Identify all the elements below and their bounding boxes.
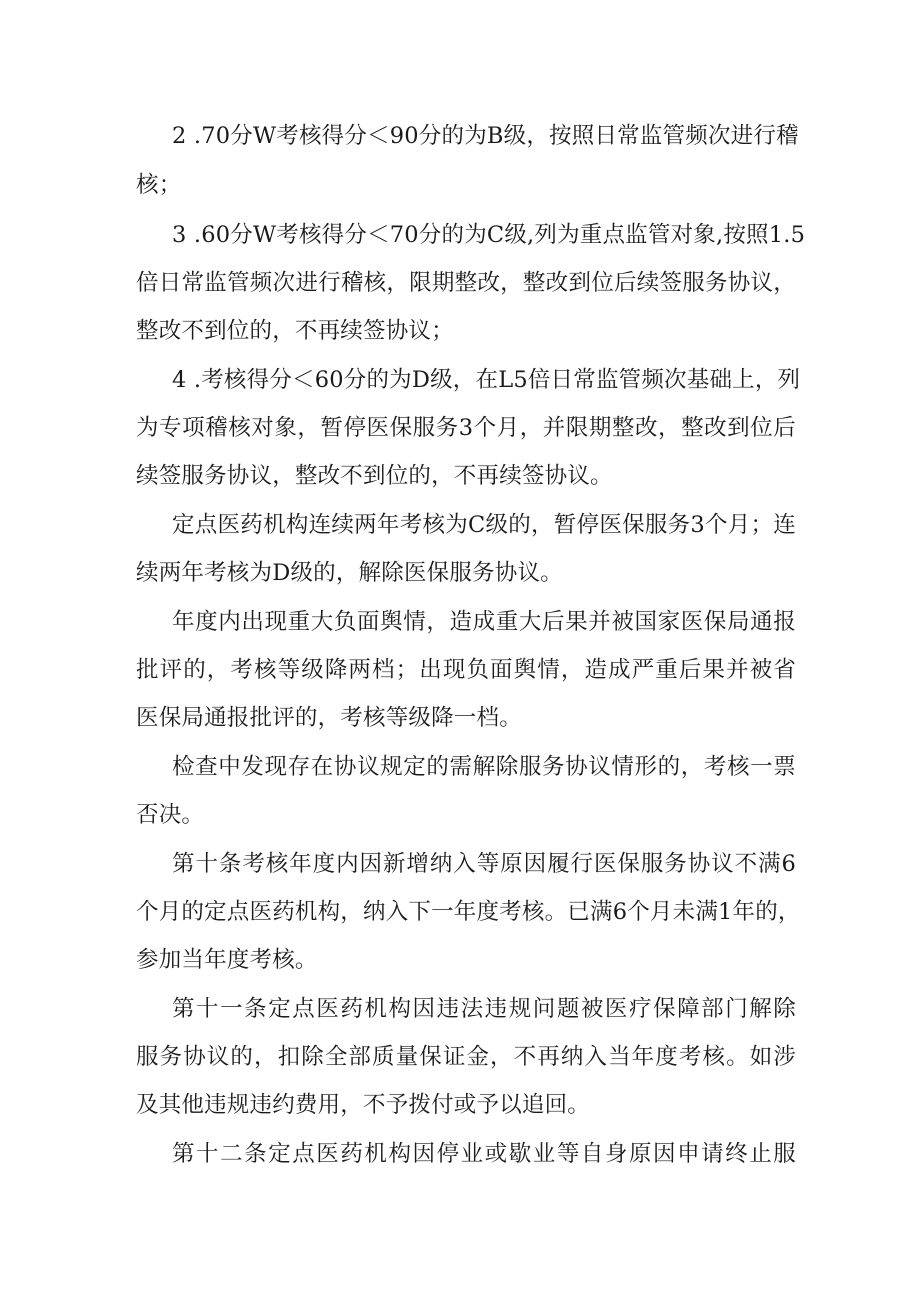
text-line-13: 医保局通报批评的，考核等级降一档。 (136, 705, 522, 731)
text-line-4: 倍日常监管频次进行稽核，限期整改，整改到位后续签服务协议， (136, 270, 796, 296)
text-line-19: 第十一条定点医药机构因违法违规问题被医疗保障部门解除 (172, 996, 796, 1022)
text-line-10: 续两年考核为D级的，解除医保服务协议。 (136, 560, 563, 586)
text-line-6: 4 .考核得分＜60分的为D级，在L5倍日常监管频次基础上，列 (172, 367, 801, 393)
text-line-14: 检查中发现存在协议规定的需解除服务协议情形的，考核一票 (172, 754, 796, 780)
text-line-7: 为专项稽核对象，暂停医保服务3个月，并限期整改，整改到位后 (136, 415, 796, 441)
text-line-22: 第十二条定点医药机构因停业或歇业等自身原因申请终止服 (172, 1141, 796, 1167)
text-line-21: 及其他违规违约费用，不予拨付或予以追回。 (136, 1092, 591, 1118)
text-line-20: 服务协议的，扣除全部质量保证金，不再纳入当年度考核。如涉 (136, 1044, 796, 1070)
text-line-18: 参加当年度考核。 (136, 947, 318, 973)
text-line-1: 2 .70分W考核得分＜90分的为B级，按照日常监管频次进行稽 (172, 123, 799, 149)
text-line-15: 否决。 (136, 802, 205, 828)
text-line-5: 整改不到位的，不再续签协议； (136, 318, 454, 344)
text-line-17: 个月的定点医药机构，纳入下一年度考核。已满6个月未满1年的， (136, 899, 801, 925)
text-line-16: 第十条考核年度内因新增纳入等原因履行医保服务协议不满6 (172, 851, 796, 877)
text-line-8: 续签服务协议，整改不到位的，不再续签协议。 (136, 463, 613, 489)
text-line-12: 批评的，考核等级降两档；出现负面舆情，造成严重后果并被省 (136, 657, 796, 683)
text-line-9: 定点医药机构连续两年考核为C级的，暂停医保服务3个月；连 (172, 512, 796, 538)
text-line-11: 年度内出现重大负面舆情，造成重大后果并被国家医保局通报 (172, 609, 796, 635)
text-line-3: 3 .60分W考核得分＜70分的为C级,列为重点监管对象,按照1.5 (172, 222, 806, 248)
text-line-2: 核； (136, 172, 182, 198)
